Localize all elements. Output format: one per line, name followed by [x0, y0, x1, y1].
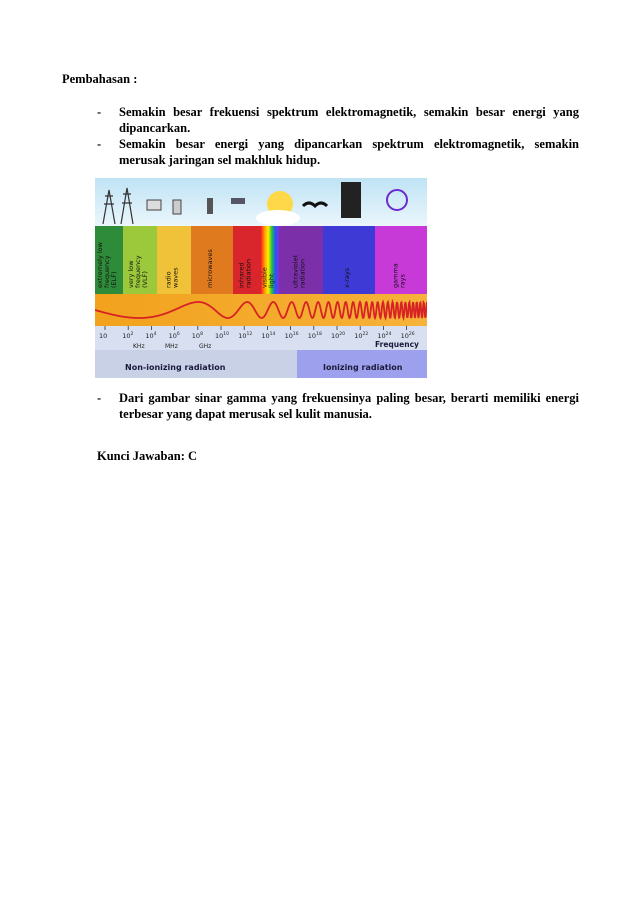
em-spectrum-figure [95, 178, 427, 378]
bullet-text: Dari gambar sinar gamma yang frekuensinya paling besar, berarti memiliki energi terbesar yang dapat merusak sel kulit manusia. [119, 391, 579, 421]
band-label: ultravioletradiation [291, 254, 307, 288]
list-item [97, 390, 579, 422]
radio-icon [173, 200, 181, 214]
band-label: radiowaves [164, 267, 180, 288]
bullet-list-bottom [97, 390, 579, 422]
band-label: gammarays [391, 263, 407, 288]
em-spectrum-svg [95, 178, 427, 378]
phone-icon [207, 198, 213, 214]
satellite-icon [231, 198, 245, 204]
band-label: visiblelight [260, 267, 276, 288]
frequency-tick-label: $10^{18}$ [307, 332, 322, 340]
unit-label: GHz [199, 343, 212, 350]
list-item [97, 136, 579, 168]
frequency-tick-label: $10^4$ [145, 332, 157, 340]
list-item [97, 104, 579, 136]
bullet-dash: - [97, 391, 102, 405]
frequency-tick-label: $10^{26}$ [400, 332, 415, 340]
unit-label: MHz [165, 343, 178, 350]
answer-key: Kunci Jawaban: C [97, 449, 198, 463]
band-label: infraredradiation [237, 258, 253, 288]
frequency-tick-label: $10^{24}$ [377, 332, 392, 340]
section-heading: Pembahasan : [62, 72, 138, 86]
non-ionizing-label: Non-ionizing radiation [125, 363, 226, 372]
band-label: very lowfrequency(VLF) [127, 255, 149, 288]
frequency-tick-label: $10^6$ [168, 332, 180, 340]
ionizing-label: Ionizing radiation [323, 363, 403, 372]
frequency-tick-label: $10^{22}$ [354, 332, 369, 340]
bullet-dash: - [97, 137, 102, 151]
frequency-tick-label: 10 [99, 332, 108, 340]
unit-label: KHz [133, 343, 145, 350]
band-label: x-rays [343, 267, 351, 288]
band-label: extremely lowfrequency(ELF) [96, 242, 118, 288]
cloud-icon [256, 210, 300, 226]
frequency-label: Frequency [375, 340, 419, 349]
frequency-tick-label: $10^{14}$ [261, 332, 276, 340]
bullet-list-top [97, 104, 579, 168]
band-label: microwaves [206, 249, 214, 288]
bullet-text: Semakin besar energi yang dipancarkan spektrum elektromagnetik, semakin merusak jaringan sel makhluk hidup. [119, 137, 579, 167]
bullet-text: Semakin besar frekuensi spektrum elektromagnetik, semakin besar energi yang dipancarkan. [119, 105, 579, 135]
frequency-tick-label: $10^8$ [191, 332, 203, 340]
bullet-dash: - [97, 105, 102, 119]
frequency-tick-label: $10^{12}$ [238, 332, 253, 340]
frequency-tick-label: $10^{16}$ [284, 332, 299, 340]
frequency-tick-label: $10^2$ [122, 332, 134, 340]
xray-icon [341, 182, 361, 218]
computer-icon [147, 200, 161, 210]
frequency-tick-label: $10^{10}$ [215, 332, 230, 340]
frequency-tick-label: $10^{20}$ [331, 332, 346, 340]
